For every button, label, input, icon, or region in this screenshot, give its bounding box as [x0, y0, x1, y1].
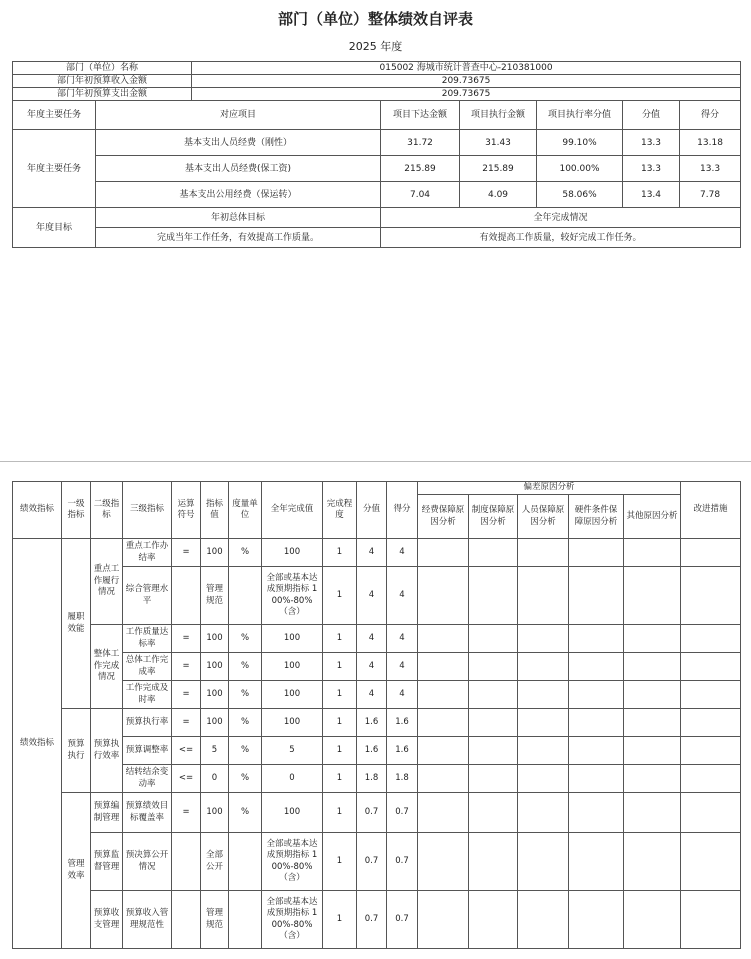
ind-degree: 1 [323, 737, 357, 765]
goals-actual-label: 全年完成情况 [381, 208, 741, 228]
ind-val: 100 [201, 653, 229, 681]
ind-weight: 4 [357, 567, 387, 625]
ind-name: 预决算公开情况 [123, 833, 172, 891]
level2-e: 预算监督管理 [91, 833, 123, 891]
ind-op [172, 833, 201, 891]
ind-score: 0.7 [387, 793, 418, 833]
task-rate: 99.10% [537, 130, 623, 156]
task-item: 基本支出人员经费（刚性） [96, 130, 381, 156]
level2-f: 预算收支管理 [91, 891, 123, 949]
level2-b: 整体工作完成情况 [91, 625, 123, 709]
hdr-dev-funding: 经费保障原因分析 [418, 495, 469, 539]
ind-op: = [172, 539, 201, 567]
ind-weight: 1.6 [357, 709, 387, 737]
ind-done: 0 [262, 765, 323, 793]
ind-unit: % [229, 709, 262, 737]
ind-unit: % [229, 539, 262, 567]
ind-weight: 4 [357, 681, 387, 709]
ind-degree: 1 [323, 833, 357, 891]
hdr-improve: 改进措施 [681, 482, 741, 539]
ind-op: = [172, 653, 201, 681]
ind-name: 预算调整率 [123, 737, 172, 765]
ind-done: 全部或基本达成预期指标 100%-80%（含） [262, 891, 323, 949]
ind-done: 100 [262, 539, 323, 567]
table-row [13, 625, 741, 653]
goals-initial-value: 完成当年工作任务，有效提高工作质量。 [96, 228, 381, 248]
ind-val: 5 [201, 737, 229, 765]
ind-weight: 1.8 [357, 765, 387, 793]
hdr-degree: 完成程度 [323, 482, 357, 539]
hdr-level1: 一级指标 [62, 482, 91, 539]
hdr-dev-hardware: 硬件条件保障原因分析 [569, 495, 624, 539]
ind-unit [229, 567, 262, 625]
ind-op: = [172, 681, 201, 709]
table-row [13, 891, 741, 949]
table-row [13, 539, 741, 567]
ind-score: 4 [387, 567, 418, 625]
col-issued-header: 项目下达金额 [381, 101, 460, 130]
expense-label: 部门年初预算支出金额 [13, 88, 192, 101]
indicator-table [12, 481, 741, 949]
ind-unit: % [229, 681, 262, 709]
ind-degree: 1 [323, 625, 357, 653]
income-label: 部门年初预算收入金额 [13, 75, 192, 88]
ind-degree: 1 [323, 765, 357, 793]
ind-done: 全部或基本达成预期指标 100%-80%（含） [262, 833, 323, 891]
hdr-level3: 三级指标 [123, 482, 172, 539]
ind-op [172, 891, 201, 949]
ind-done: 5 [262, 737, 323, 765]
ind-degree: 1 [323, 653, 357, 681]
ind-weight: 4 [357, 653, 387, 681]
ind-name: 预算绩效目标覆盖率 [123, 793, 172, 833]
ind-score: 1.6 [387, 709, 418, 737]
hdr-actual: 全年完成值 [262, 482, 323, 539]
hdr-target: 指标值 [201, 482, 229, 539]
ind-weight: 4 [357, 625, 387, 653]
ind-unit: % [229, 737, 262, 765]
task-item: 基本支出公用经费（保运转） [96, 182, 381, 208]
ind-unit: % [229, 653, 262, 681]
level2-a: 重点工作履行情况 [91, 539, 123, 625]
table-row [13, 737, 741, 765]
task-score: 7.78 [680, 182, 741, 208]
ind-op: = [172, 709, 201, 737]
hdr-score: 得分 [387, 482, 418, 539]
task-item: 基本支出人员经费(保工资) [96, 156, 381, 182]
ind-op: = [172, 793, 201, 833]
income-value: 209.73675 [192, 75, 741, 88]
level2-c: 预算执行效率 [91, 709, 123, 793]
ind-name: 预算收入管理规范性 [123, 891, 172, 949]
report-year: 2025 年度 [348, 40, 403, 53]
level1-b: 预算执行 [62, 709, 91, 793]
ind-done: 100 [262, 709, 323, 737]
ind-done: 100 [262, 681, 323, 709]
task-issued: 31.72 [381, 130, 460, 156]
ind-val: 全部公开 [201, 833, 229, 891]
ind-name: 工作质量达标率 [123, 625, 172, 653]
ind-degree: 1 [323, 709, 357, 737]
ind-score: 4 [387, 681, 418, 709]
ind-weight: 0.7 [357, 833, 387, 891]
table-row [13, 156, 741, 182]
ind-unit: % [229, 793, 262, 833]
task-value: 13.3 [623, 130, 680, 156]
ind-score: 4 [387, 539, 418, 567]
ind-name: 工作完成及时率 [123, 681, 172, 709]
task-exec: 4.09 [460, 182, 537, 208]
task-exec: 31.43 [460, 130, 537, 156]
summary-table [12, 61, 741, 248]
hdr-operator: 运算符号 [172, 482, 201, 539]
goals-label: 年度目标 [13, 208, 96, 248]
goals-initial-label: 年初总体目标 [96, 208, 381, 228]
goals-actual-value: 有效提高工作质量，较好完成工作任务。 [381, 228, 741, 248]
table-row [13, 765, 741, 793]
table-row [13, 709, 741, 737]
ind-weight: 0.7 [357, 891, 387, 949]
table-row [13, 567, 741, 625]
col-exec-header: 项目执行金额 [460, 101, 537, 130]
ind-score: 4 [387, 625, 418, 653]
ind-score: 4 [387, 653, 418, 681]
hdr-deviation: 偏差原因分析 [418, 482, 681, 495]
ind-val: 100 [201, 625, 229, 653]
level1-c: 管理效率 [62, 793, 91, 949]
task-issued: 7.04 [381, 182, 460, 208]
table-row [13, 681, 741, 709]
ind-name: 重点工作办结率 [123, 539, 172, 567]
task-score: 13.18 [680, 130, 741, 156]
ind-name: 综合管理水平 [123, 567, 172, 625]
hdr-perf: 绩效指标 [13, 482, 62, 539]
ind-done: 100 [262, 793, 323, 833]
ind-score: 1.6 [387, 737, 418, 765]
ind-name: 总体工作完成率 [123, 653, 172, 681]
ind-op: = [172, 625, 201, 653]
ind-degree: 1 [323, 539, 357, 567]
col-task-header: 年度主要任务 [13, 101, 96, 130]
ind-weight: 0.7 [357, 793, 387, 833]
task-issued: 215.89 [381, 156, 460, 182]
table-row [13, 130, 741, 156]
ind-done: 100 [262, 653, 323, 681]
ind-weight: 1.6 [357, 737, 387, 765]
dept-value: 015002 海城市统计普查中心-210381000 [192, 62, 741, 75]
ind-val: 100 [201, 709, 229, 737]
ind-unit [229, 891, 262, 949]
ind-op: <= [172, 737, 201, 765]
task-group-label: 年度主要任务 [13, 130, 96, 208]
ind-done: 全部或基本达成预期指标 100%-80%（含） [262, 567, 323, 625]
ind-degree: 1 [323, 891, 357, 949]
hdr-level2: 二级指标 [91, 482, 123, 539]
page-divider [0, 461, 751, 462]
root-indicator: 绩效指标 [13, 539, 62, 949]
ind-unit: % [229, 625, 262, 653]
ind-weight: 4 [357, 539, 387, 567]
hdr-unit: 度量单位 [229, 482, 262, 539]
ind-score: 0.7 [387, 833, 418, 891]
hdr-dev-staff: 人员保障原因分析 [518, 495, 569, 539]
table-row [13, 653, 741, 681]
task-exec: 215.89 [460, 156, 537, 182]
ind-done: 100 [262, 625, 323, 653]
ind-val: 100 [201, 539, 229, 567]
table-row [13, 793, 741, 833]
task-rate: 58.06% [537, 182, 623, 208]
level2-d: 预算编制管理 [91, 793, 123, 833]
task-rate: 100.00% [537, 156, 623, 182]
task-value: 13.3 [623, 156, 680, 182]
ind-val: 100 [201, 793, 229, 833]
col-score-value-header: 分值 [623, 101, 680, 130]
ind-degree: 1 [323, 681, 357, 709]
col-score-header: 得分 [680, 101, 741, 130]
table-row [13, 182, 741, 208]
ind-op: <= [172, 765, 201, 793]
task-value: 13.4 [623, 182, 680, 208]
ind-unit [229, 833, 262, 891]
ind-val: 100 [201, 681, 229, 709]
ind-degree: 1 [323, 567, 357, 625]
task-score: 13.3 [680, 156, 741, 182]
table-row [13, 833, 741, 891]
ind-val: 管理规范 [201, 891, 229, 949]
ind-name: 结转结余变动率 [123, 765, 172, 793]
level1-a: 履职效能 [62, 539, 91, 709]
col-item-header: 对应项目 [96, 101, 381, 130]
ind-score: 0.7 [387, 891, 418, 949]
dept-label: 部门（单位）名称 [13, 62, 192, 75]
expense-value: 209.73675 [192, 88, 741, 101]
ind-unit: % [229, 765, 262, 793]
ind-val: 0 [201, 765, 229, 793]
col-rate-header: 项目执行率分值 [537, 101, 623, 130]
ind-score: 1.8 [387, 765, 418, 793]
hdr-dev-other: 其他原因分析 [624, 495, 681, 539]
ind-val: 管理规范 [201, 567, 229, 625]
hdr-dev-system: 制度保障原因分析 [469, 495, 518, 539]
ind-name: 预算执行率 [123, 709, 172, 737]
ind-degree: 1 [323, 793, 357, 833]
hdr-weight: 分值 [357, 482, 387, 539]
ind-op [172, 567, 201, 625]
page-title: 部门（单位）整体绩效自评表 [277, 10, 473, 28]
